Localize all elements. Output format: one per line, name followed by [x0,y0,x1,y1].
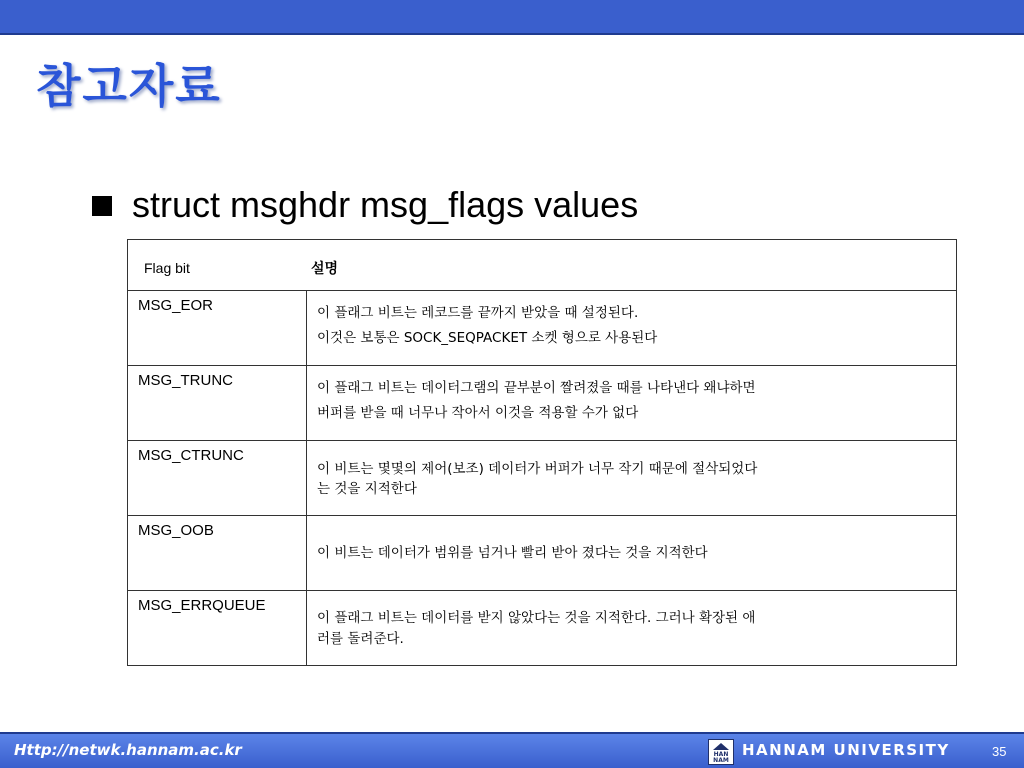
flags-table [127,239,957,666]
table-row [128,516,957,591]
table-row [128,366,957,441]
svg-text:HAN: HAN [713,751,729,758]
table-row [128,291,957,366]
description-line: 이 플래그 비트는 데이터그램의 끝부분이 짤려졌을 때를 나타낸다 왜냐하면 [317,380,756,396]
page-number: 35 [992,744,1007,759]
header-flag-bit: Flag bit [144,260,190,276]
description-line: 이 플래그 비트는 데이터를 받지 않았다는 것을 지적한다. 그러나 확장된 애 [317,610,756,626]
table-row [128,441,957,516]
bullet-square-icon [92,196,112,216]
flag-description-cell [307,441,957,516]
flag-name-cell: MSG_CTRUNC [128,441,307,516]
description-line: 는 것을 지적한다 [317,481,417,497]
description-line: 버퍼를 받을 때 너무나 작아서 이것을 적용할 수가 없다 [317,405,639,421]
flag-description-cell [307,516,957,591]
description-line: 이 비트는 몇몇의 제어(보조) 데이터가 버퍼가 너무 작기 때문에 절삭되었다 [317,461,758,477]
bullet-text: struct msghdr msg_flags values [132,184,639,225]
description-line: 이 비트는 데이터가 범위를 넘거나 빨리 받아 졌다는 것을 지적한다 [317,544,708,561]
flag-description-cell [307,291,957,366]
description-line: 이 플래그 비트는 레코드를 끝까지 받았을 때 설정된다. [317,305,639,321]
table-header-cell [128,240,957,291]
footer-url-link[interactable]: Http://netwk.hannam.ac.kr [14,741,242,759]
description-line: 이것은 보통은 SOCK_SEQPACKET 소켓 형으로 사용된다 [317,330,658,346]
flag-name-cell: MSG_EOR [128,291,307,366]
description-line: 러를 돌려준다. [317,631,404,647]
flag-description-cell [307,591,957,666]
slide-title: 참고자료 [36,59,222,113]
university-name: HANNAM UNIVERSITY [742,741,950,759]
top-bar [0,0,1024,33]
flag-name-cell: MSG_ERRQUEUE [128,591,307,666]
flag-name-cell: MSG_TRUNC [128,366,307,441]
top-bar-divider [0,33,1024,35]
table-header-row [128,240,957,291]
header-description: 설명 [311,261,339,277]
table-row [128,591,957,666]
university-logo-icon [708,739,734,765]
svg-text:NAM: NAM [713,757,729,764]
bullet-item [92,184,638,226]
flag-name-cell: MSG_OOB [128,516,307,591]
flag-description-cell [307,366,957,441]
